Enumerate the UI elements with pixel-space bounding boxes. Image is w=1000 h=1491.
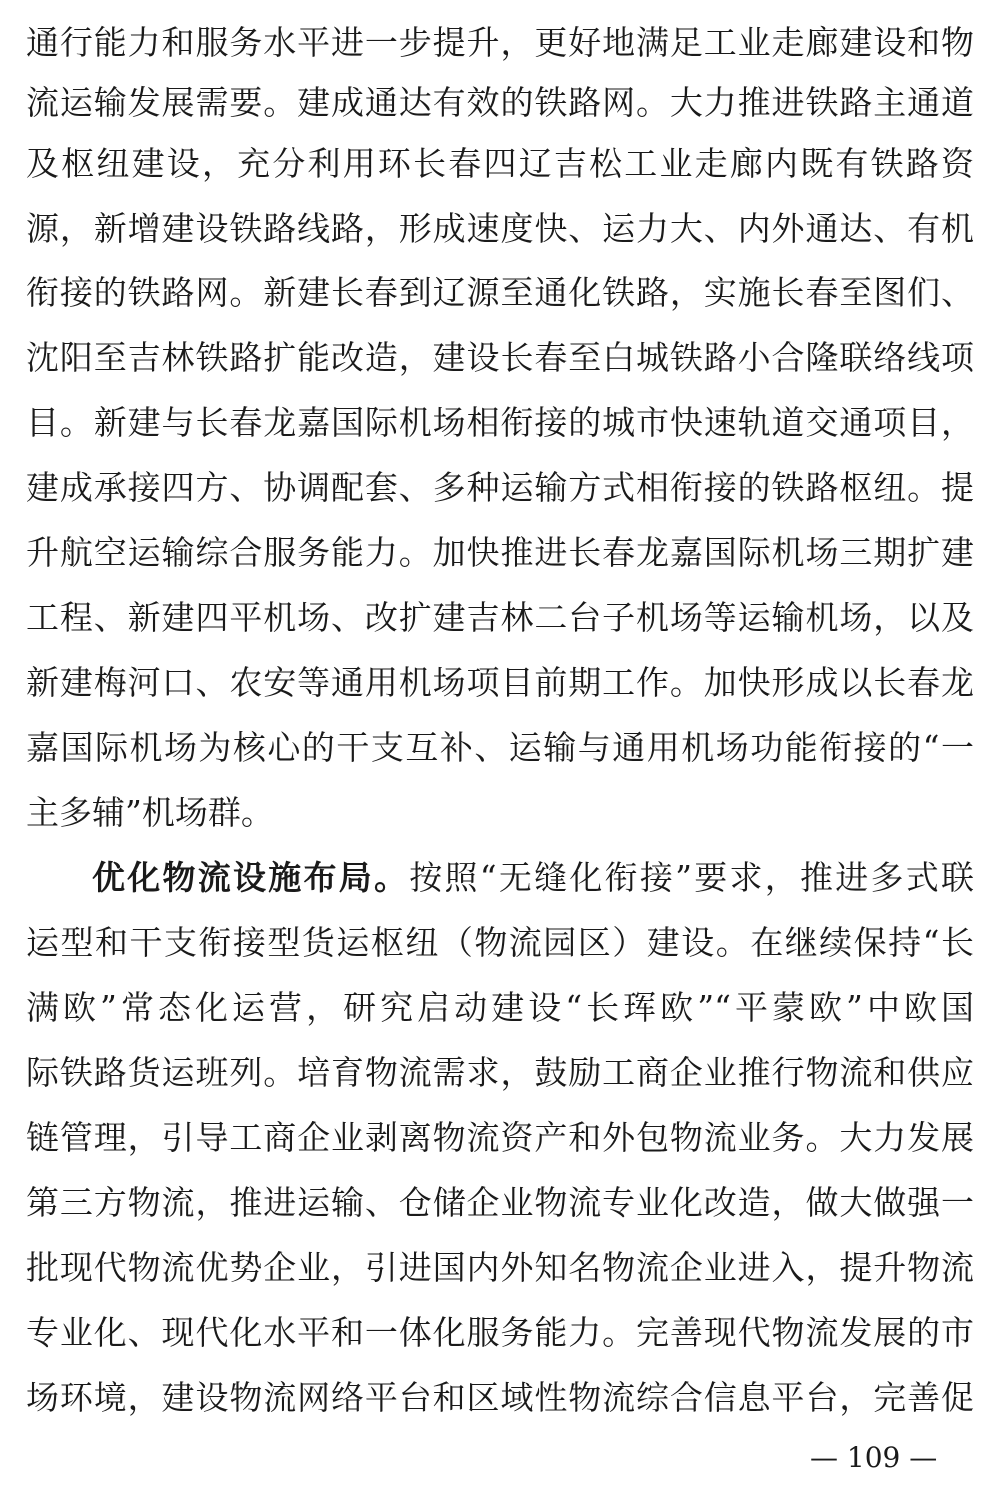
text-line: 场环境，建设物流网络平台和区域性物流综合信息平台，完善促 [26, 1378, 974, 1417]
text-line: 建成承接四方、协调配套、多种运输方式相衔接的铁路枢纽。提 [26, 468, 974, 507]
text-line: 链管理，引导工商企业剥离物流资产和外包物流业务。大力发展 [26, 1118, 974, 1157]
text-line: 嘉国际机场为核心的干支互补、运输与通用机场功能衔接的“一 [26, 728, 974, 767]
text-line: 衔接的铁路网。新建长春到辽源至通化铁路，实施长春至图们、 [26, 273, 974, 312]
text-line: 运型和干支衔接型货运枢纽（物流园区）建设。在继续保持“长 [26, 923, 974, 962]
page-number: — 109 — [810, 1441, 938, 1474]
text-line: 源，新增建设铁路线路，形成速度快、运力大、内外通达、有机 [26, 209, 974, 248]
text-line: 批现代物流优势企业，引进国内外知名物流企业进入，提升物流 [26, 1248, 974, 1287]
paragraph-first-line [92, 850, 974, 906]
text-line: 主多辅”机场群。 [26, 793, 274, 832]
text-line: 专业化、现代化水平和一体化服务能力。完善现代物流发展的市 [26, 1313, 974, 1352]
text-line: 升航空运输综合服务能力。加快推进长春龙嘉国际机场三期扩建 [26, 533, 974, 572]
paragraph-heading: 优化物流设施布局。 [92, 858, 410, 897]
text-line: 目。新建与长春龙嘉国际机场相衔接的城市快速轨道交通项目， [26, 403, 974, 442]
text-line: 流运输发展需要。建成通达有效的铁路网。大力推进铁路主通道 [26, 83, 974, 122]
paragraph-text: 按照“无缝化衔接”要求，推进多式联 [409, 858, 974, 897]
text-line: 沈阳至吉林铁路扩能改造，建设长春至白城铁路小合隆联络线项 [26, 338, 974, 377]
text-line: 及枢纽建设，充分利用环长春四辽吉松工业走廊内既有铁路资 [26, 144, 974, 183]
text-line: 新建梅河口、农安等通用机场项目前期工作。加快形成以长春龙 [26, 663, 974, 702]
text-line: 第三方物流，推进运输、仓储企业物流专业化改造，做大做强一 [26, 1183, 974, 1222]
text-line: 满欧”常态化运营，研究启动建设“长珲欧”“平蒙欧”中欧国 [26, 988, 974, 1027]
text-line: 际铁路货运班列。培育物流需求，鼓励工商企业推行物流和供应 [26, 1053, 974, 1092]
text-line: 工程、新建四平机场、改扩建吉林二台子机场等运输机场，以及 [26, 598, 974, 637]
text-line: 通行能力和服务水平进一步提升，更好地满足工业走廊建设和物 [26, 23, 974, 62]
